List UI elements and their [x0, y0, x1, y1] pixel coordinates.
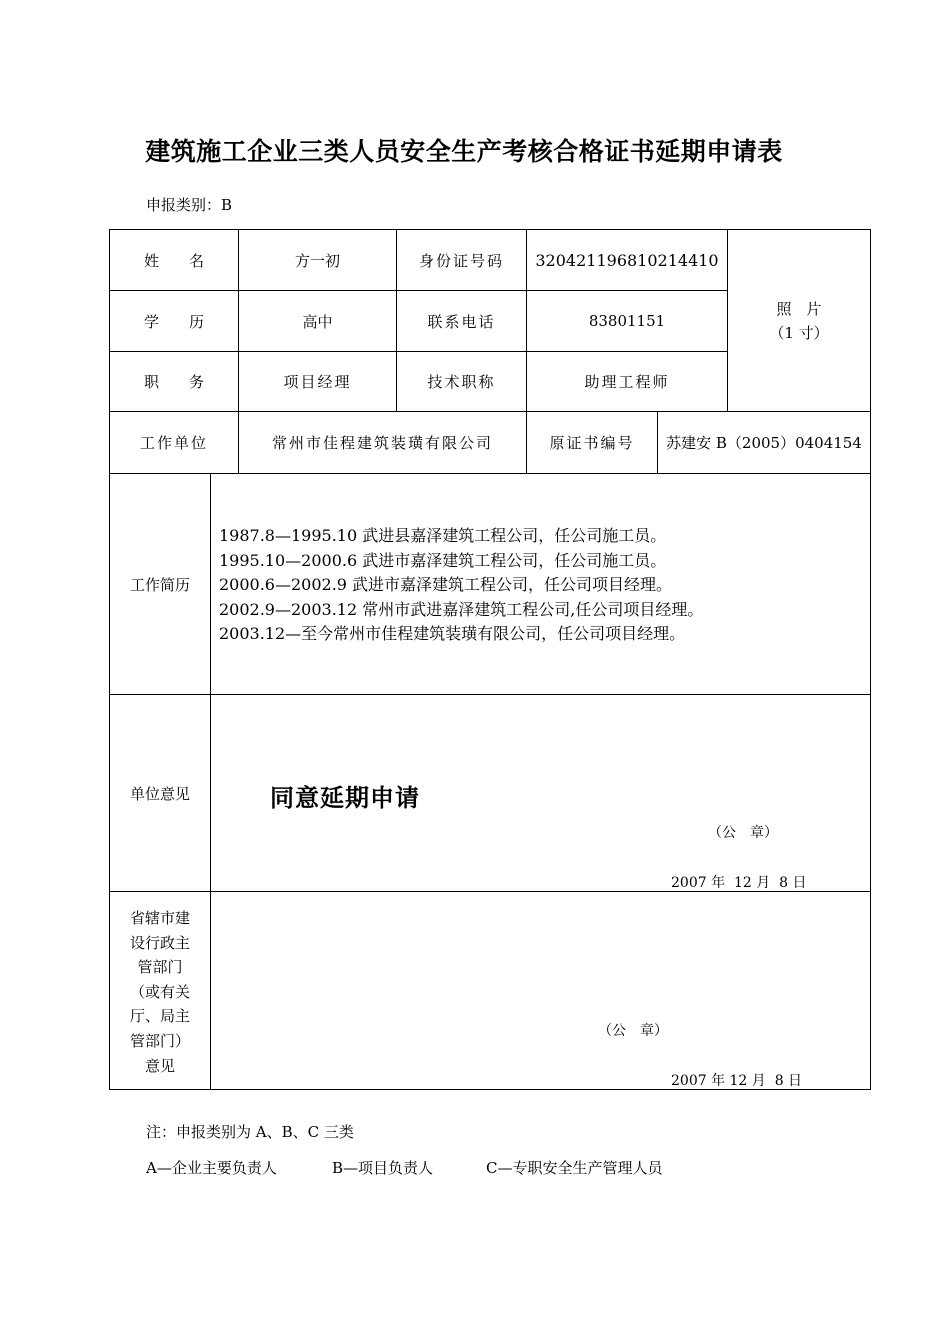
department-seal: （公 章） — [598, 1023, 668, 1039]
work-history-item: 1995.10—2000.6 武进市嘉泽建筑工程公司，任公司施工员。 — [219, 550, 667, 570]
education-value: 高中 — [302, 312, 333, 331]
page-title: 建筑施工企业三类人员安全生产考核合格证书延期申请表 — [145, 137, 783, 166]
certificate-number-label: 原证书编号 — [549, 434, 635, 452]
employer-label: 工作单位 — [139, 434, 208, 452]
position-value: 项目经理 — [283, 373, 352, 391]
unit-opinion-date: 2007 年 12 月 8 日 — [671, 875, 807, 891]
work-history-label: 工作简历 — [129, 575, 190, 594]
note-category-a: A—企业主要负责人 — [146, 1159, 277, 1177]
photo-placeholder — [728, 230, 870, 411]
phone-label: 联系电话 — [427, 312, 496, 331]
unit-seal: （公 章） — [708, 825, 778, 841]
note-category-c: C—专职安全生产管理人员 — [486, 1159, 663, 1177]
note-category-b: B—项目负责人 — [332, 1159, 434, 1177]
row-divider — [109, 473, 871, 474]
work-history-item: 1987.8—1995.10 武进县嘉泽建筑工程公司，任公司施工员。 — [219, 526, 667, 545]
department-label-line: 设行政主 — [129, 933, 190, 952]
department-opinion-label — [110, 906, 210, 1078]
id-number-label: 身份证号码 — [418, 251, 504, 270]
technical-title-label: 技术职称 — [427, 373, 496, 391]
row-divider — [109, 694, 871, 695]
name-label: 姓 名 — [143, 251, 204, 270]
work-history-item: 2000.6—2002.9 武进市嘉泽建筑工程公司，任公司项目经理。 — [219, 575, 673, 594]
technical-title-value: 助理工程师 — [584, 373, 670, 391]
category-line: 申报类别：B — [146, 196, 233, 214]
table-border-right — [870, 229, 871, 1090]
position-label: 职 务 — [143, 373, 204, 391]
work-history-item: 2002.9—2003.12 常州市武进嘉泽建筑工程公司,任公司项目经理。 — [219, 599, 704, 619]
name-value: 方一初 — [294, 251, 340, 270]
column-divider — [210, 473, 211, 1090]
note-categories: 注：申报类别为 A、B、C 三类 — [146, 1123, 354, 1141]
phone-value: 83801151 — [588, 312, 666, 330]
department-label-line: 意见 — [144, 1056, 175, 1075]
department-label-line: 管部门 — [137, 958, 183, 977]
department-label-line: 厅、局主 — [129, 1007, 190, 1026]
id-number-value: 320421196810214410 — [535, 250, 719, 270]
department-label-line: 管部门） — [129, 1031, 190, 1050]
department-opinion-date: 2007 年 12 月 8 日 — [671, 1073, 803, 1089]
department-label-line: （或有关 — [129, 982, 190, 1001]
work-history-item: 2003.12—至今常州市佳程建筑装璜有限公司，任公司项目经理。 — [219, 624, 686, 643]
employer-value: 常州市佳程建筑装璜有限公司 — [271, 434, 493, 452]
department-label-line: 省辖市建 — [129, 909, 190, 927]
photo-size: （1 寸） — [769, 323, 829, 342]
unit-opinion-text: 同意延期申请 — [270, 783, 420, 812]
certificate-number-value: 苏建安 B（2005）0404154 — [666, 434, 862, 452]
education-label: 学 历 — [143, 312, 204, 331]
work-history-list — [219, 524, 703, 647]
unit-opinion-label: 单位意见 — [129, 784, 190, 803]
photo-label: 照 片 — [776, 299, 822, 318]
